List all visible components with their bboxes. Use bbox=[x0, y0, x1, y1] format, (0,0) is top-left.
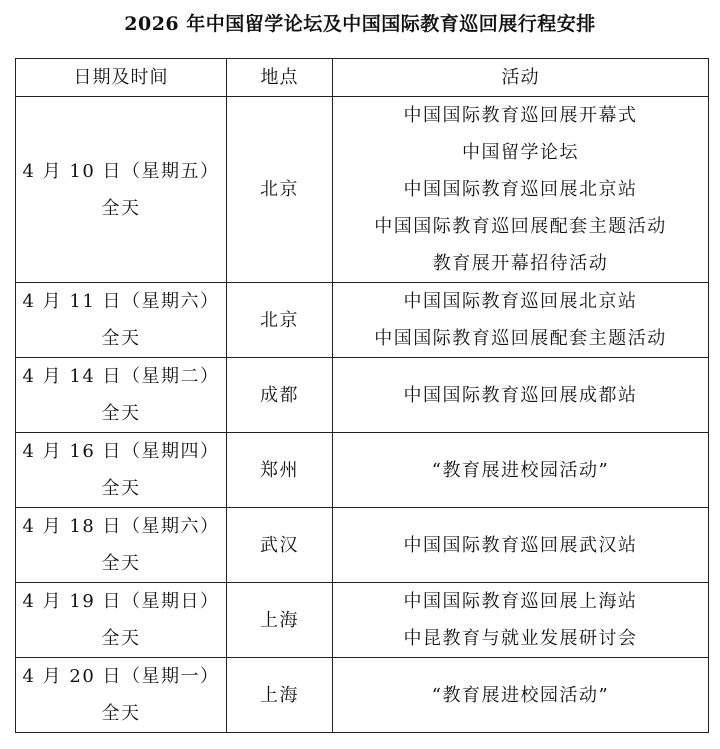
activity-item: 教育展开幕招待活动 bbox=[432, 253, 609, 274]
place-cell: 武汉 bbox=[227, 508, 333, 583]
time-text: 全天 bbox=[101, 403, 141, 424]
activity-cell bbox=[333, 97, 709, 283]
activity-item: “教育展进校园活动” bbox=[431, 459, 610, 481]
date-text: 4 月 20 日（星期一） bbox=[22, 666, 220, 687]
document-title: 2026 年中国留学论坛及中国国际教育巡回展行程安排 bbox=[124, 13, 596, 35]
date-text: 4 月 16 日（星期四） bbox=[22, 441, 220, 462]
date-text: 4 月 11 日（星期六） bbox=[22, 291, 220, 312]
activity-item: 中国国际教育巡回展开幕式 bbox=[403, 105, 638, 126]
date-text: 4 月 14 日（星期二） bbox=[22, 366, 220, 387]
header-place: 地点 bbox=[227, 59, 333, 97]
place-cell: 成都 bbox=[227, 358, 333, 433]
date-cell bbox=[16, 508, 227, 583]
activity-cell bbox=[333, 433, 709, 508]
activity-item: 中昆教育与就业发展研讨会 bbox=[403, 628, 638, 649]
date-cell bbox=[16, 358, 227, 433]
date-cell bbox=[16, 433, 227, 508]
place-cell: 郑州 bbox=[227, 433, 333, 508]
activity-cell bbox=[333, 283, 709, 358]
date-cell bbox=[16, 658, 227, 733]
time-text: 全天 bbox=[101, 553, 141, 574]
activity-cell bbox=[333, 583, 709, 658]
time-text: 全天 bbox=[101, 478, 141, 499]
activity-item: 中国国际教育巡回展武汉站 bbox=[403, 534, 638, 556]
table-row bbox=[16, 283, 709, 358]
table-row bbox=[16, 433, 709, 508]
header-activity: 活动 bbox=[333, 59, 709, 97]
schedule-table bbox=[15, 58, 709, 733]
activity-item: “教育展进校园活动” bbox=[431, 684, 610, 706]
activity-item: 中国国际教育巡回展上海站 bbox=[403, 591, 638, 612]
table-row bbox=[16, 358, 709, 433]
time-text: 全天 bbox=[101, 328, 141, 349]
table-row bbox=[16, 658, 709, 733]
header-date: 日期及时间 bbox=[16, 59, 227, 97]
activity-cell bbox=[333, 508, 709, 583]
place-cell: 上海 bbox=[227, 583, 333, 658]
table-header-row bbox=[16, 59, 709, 97]
activity-item: 中国国际教育巡回展配套主题活动 bbox=[374, 216, 667, 237]
date-text: 4 月 10 日（星期五） bbox=[22, 160, 220, 182]
table-row bbox=[16, 583, 709, 658]
activity-item: 中国国际教育巡回展北京站 bbox=[403, 291, 638, 312]
activity-item: 中国国际教育巡回展北京站 bbox=[403, 179, 638, 200]
place-cell: 上海 bbox=[227, 658, 333, 733]
table-row bbox=[16, 508, 709, 583]
date-cell bbox=[16, 97, 227, 283]
time-text: 全天 bbox=[101, 628, 141, 649]
date-cell bbox=[16, 583, 227, 658]
activity-cell bbox=[333, 658, 709, 733]
activity-item: 中国国际教育巡回展成都站 bbox=[403, 384, 638, 406]
place-cell: 北京 bbox=[227, 283, 333, 358]
time-text: 全天 bbox=[101, 703, 141, 724]
date-text: 4 月 19 日（星期日） bbox=[22, 591, 220, 612]
date-text: 4 月 18 日（星期六） bbox=[22, 516, 220, 537]
time-text: 全天 bbox=[101, 197, 141, 219]
activity-item: 中国国际教育巡回展配套主题活动 bbox=[374, 328, 667, 349]
date-cell bbox=[16, 283, 227, 358]
place-cell: 北京 bbox=[227, 97, 333, 283]
activity-item: 中国留学论坛 bbox=[462, 142, 579, 163]
table-row bbox=[16, 97, 709, 283]
activity-cell bbox=[333, 358, 709, 433]
